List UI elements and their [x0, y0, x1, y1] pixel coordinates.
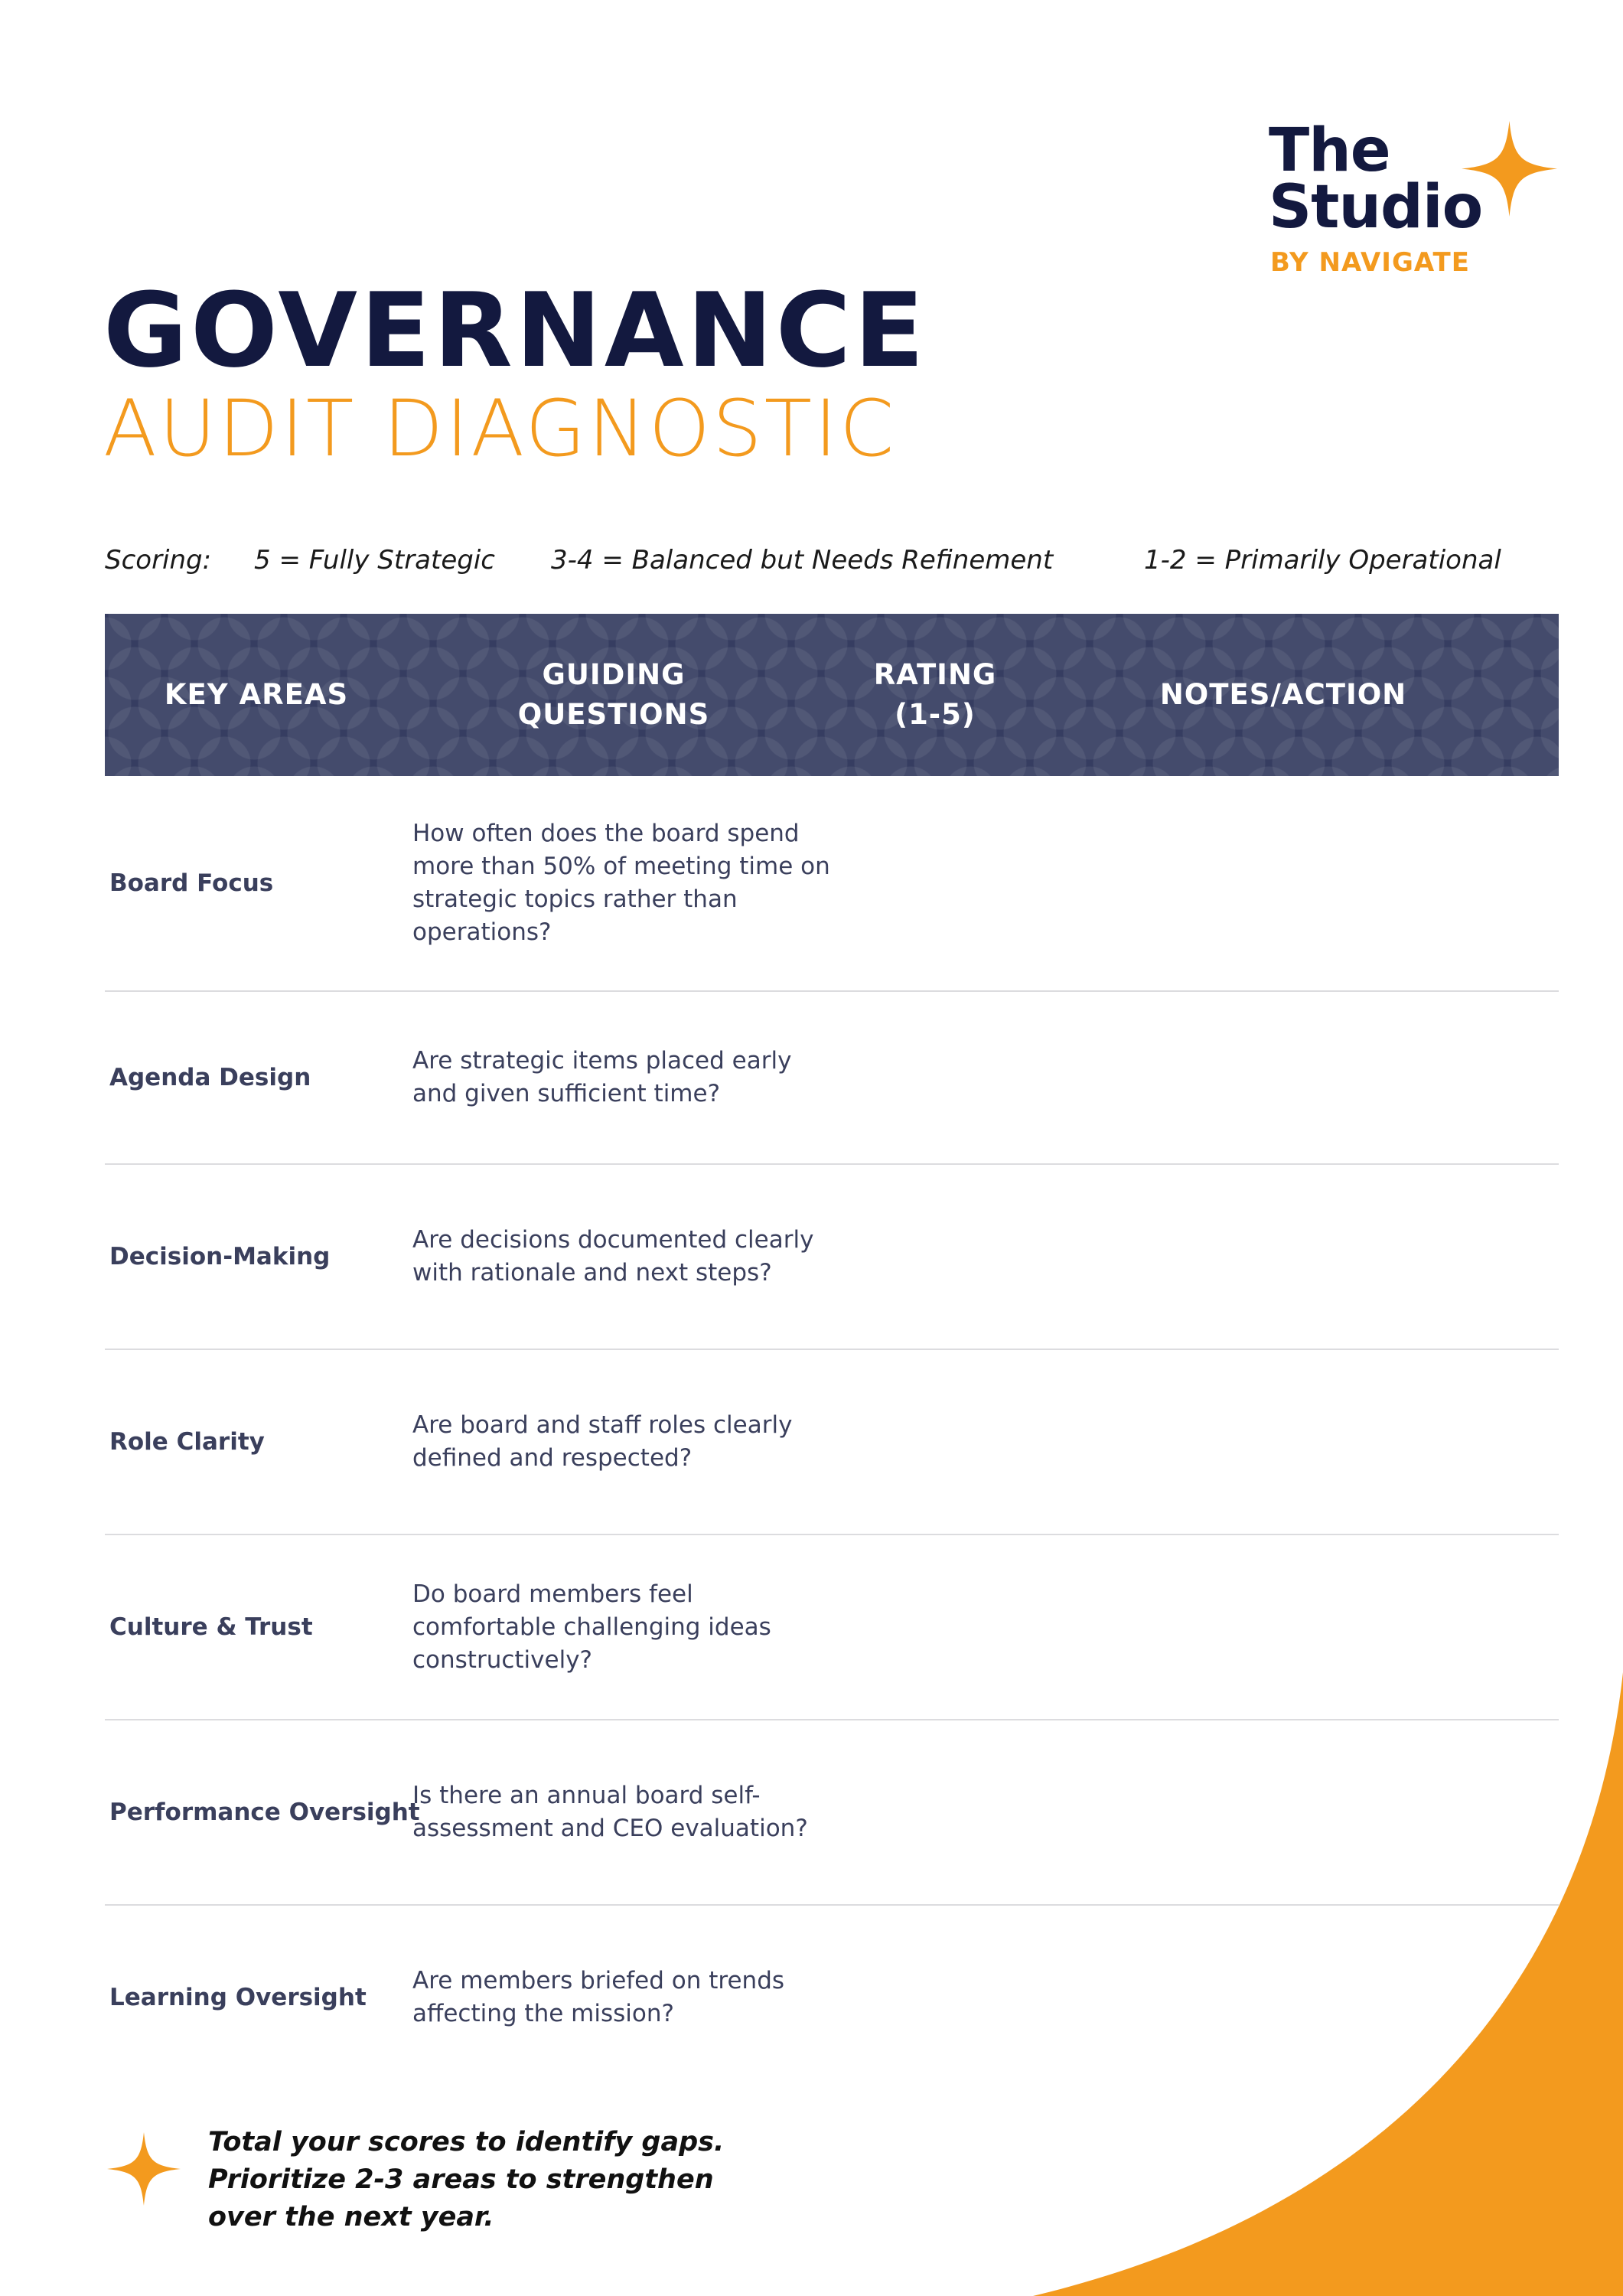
logo-text-the: The: [1269, 116, 1390, 185]
table-row: [105, 1720, 1559, 1906]
page-subtitle: AUDIT DIAGNOSTIC: [103, 383, 897, 475]
table-row: [105, 992, 1559, 1165]
key-area: Agenda Design: [109, 1064, 311, 1091]
header-guiding-questions: GUIDING QUESTIONS: [517, 658, 710, 731]
page-title: GOVERNANCE: [103, 271, 927, 390]
guiding-question: How often does the board spend more than 50% of meeting time on strategic topics rather than operations?: [412, 820, 830, 946]
guiding-question: Are decisions documented clearly with rationale and next steps?: [412, 1226, 814, 1287]
key-area: Learning Oversight: [109, 1984, 367, 2011]
table-row: [105, 776, 1559, 992]
scoring-level-3-4: 3-4 = Balanced but Needs Refinement: [551, 545, 1054, 576]
key-area: Culture & Trust: [109, 1613, 313, 1641]
table-row: [105, 1906, 1559, 2089]
header-rating-label: RATING: [873, 658, 997, 691]
table-row: [105, 1535, 1559, 1720]
guiding-question: Is there an annual board self-assessment and CEO evaluation?: [412, 1782, 808, 1842]
key-area: Board Focus: [109, 869, 274, 897]
studio-logo: [1266, 116, 1557, 282]
key-area: Role Clarity: [109, 1428, 265, 1456]
logo-text-by-navigate: BY NAVIGATE: [1270, 247, 1470, 278]
footer-line-2: Prioritize 2-3 areas to strengthen: [208, 2164, 714, 2195]
footer-instructions: [208, 2124, 759, 2236]
footer-line-1: Total your scores to identify gaps.: [208, 2127, 725, 2157]
header-key-areas: KEY AREAS: [164, 678, 349, 711]
guiding-question: Are board and staff roles clearly defined and respected?: [412, 1411, 793, 1472]
table-row: [105, 1165, 1559, 1350]
guiding-question: Are strategic items placed early and given sufficient time?: [412, 1047, 792, 1107]
header-notes-action: NOTES/ACTION: [1159, 678, 1407, 711]
table-header: [105, 614, 1559, 776]
footer-line-3: over the next year.: [208, 2202, 494, 2232]
key-area: Decision-Making: [109, 1243, 331, 1270]
scoring-label: Scoring:: [105, 545, 212, 576]
star-icon: [1462, 121, 1557, 217]
scoring-level-5: 5 = Fully Strategic: [254, 545, 495, 576]
guiding-question: Are members briefed on trends affecting the mission?: [412, 1967, 785, 2027]
key-area: Performance Oversight: [109, 1799, 420, 1826]
scoring-level-1-2: 1-2 = Primarily Operational: [1144, 545, 1501, 576]
table-row: [105, 1350, 1559, 1535]
guiding-question: Do board members feel comfortable challenging ideas constructively?: [412, 1580, 771, 1674]
header-rating: [836, 614, 1035, 776]
star-icon: [107, 2132, 181, 2206]
scoring-legend: [105, 545, 1559, 583]
logo-text-studio: Studio: [1269, 173, 1483, 242]
header-rating-range: (1-5): [895, 698, 976, 731]
